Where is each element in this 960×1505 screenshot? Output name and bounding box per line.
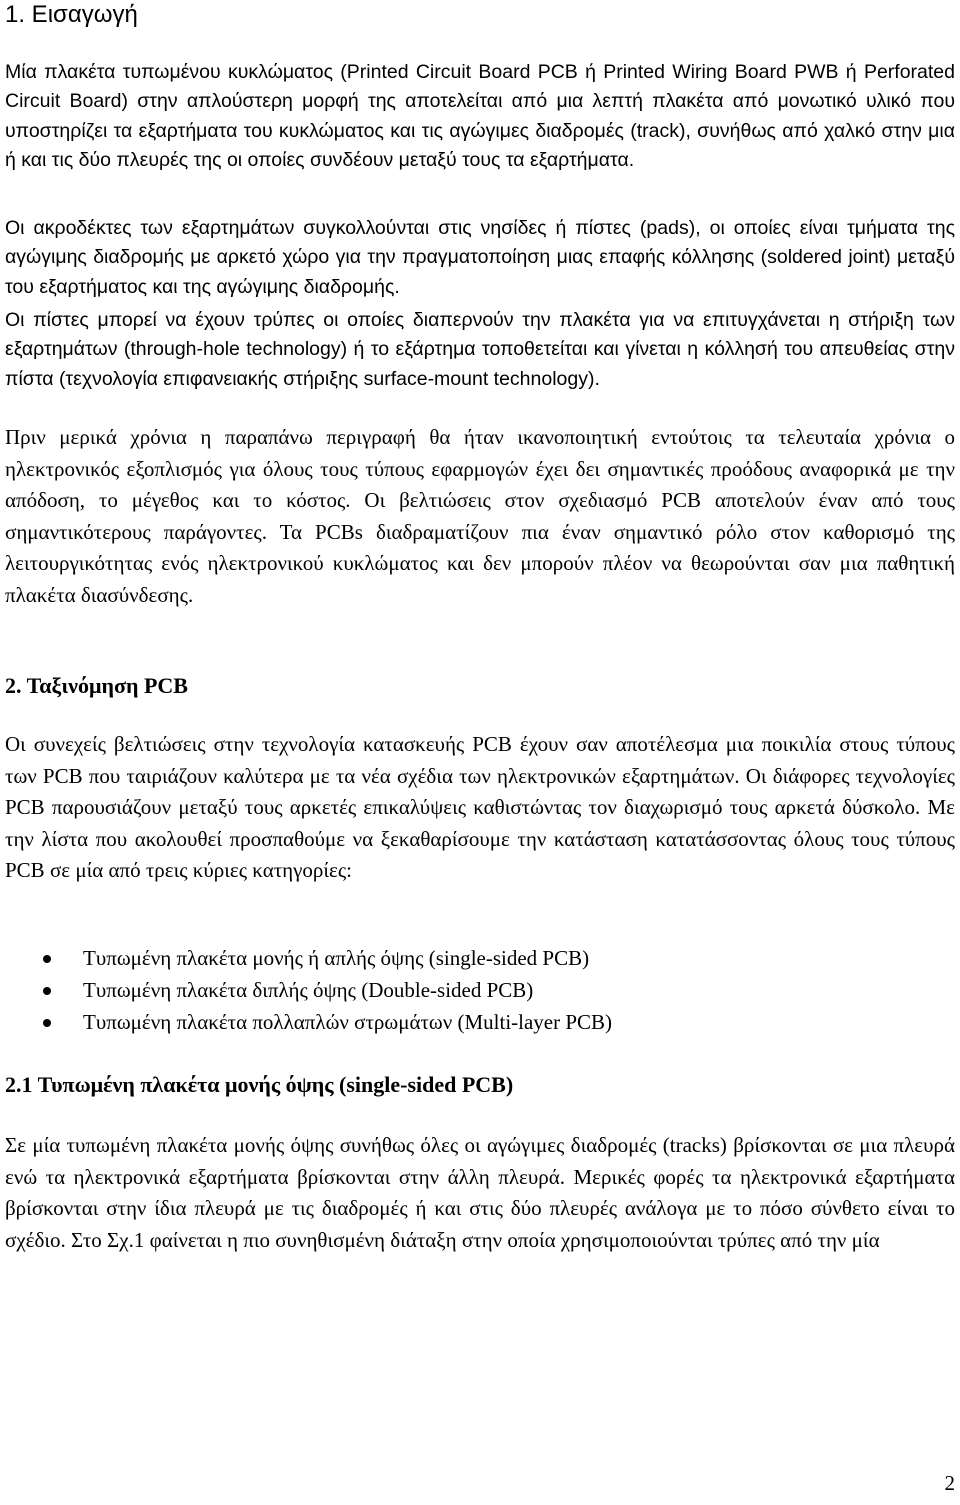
list-item: Τυπωμένη πλακέτα μονής ή απλής όψης (single-sided PCB) — [0, 942, 612, 974]
section-2-1-heading: 2.1 Τυπωμένη πλακέτα μονής όψης (single-sided PCB) — [5, 1072, 514, 1097]
section-2-heading: 2. Ταξινόμηση PCB — [5, 673, 188, 698]
section-1-heading: 1. Εισαγωγή — [5, 1, 138, 28]
section-1-paragraph-4: Πριν μερικά χρόνια η παραπάνω περιγραφή θα ήταν ικανοποιητική εντούτοις τα τελευταία χρόνια ο ηλεκτρονικός εξοπλισμός για όλους τους τύπους εφαρμογών έχει δει σημαντικές προόδους αναφορικά με την απόδοση, το μέγεθος και το κόστος. Οι βελτιώσεις στον σχεδιασμό PCB αποτελούν έναν από τους σημαντικότερους παράγοντες. Τα PCBs διαδραματίζουν πια έναν σημαντικό ρόλο στον καθορισμό της λειτουργικότητας ενός ηλεκτρονικού κυκλώματος και δεν μπορούν πλέον να θεωρούνται σαν μια παθητική πλακέτα διασύνδεσης. — [5, 425, 955, 607]
pcb-types-list — [0, 942, 612, 1038]
section-2-1-paragraph-1: Σε μία τυπωμένη πλακέτα μονής όψης συνήθως όλες οι αγώγιμες διαδρομές (tracks) βρίσκονται σε μια πλευρά ενώ τα ηλεκτρονικά εξαρτήματα βρίσκονται στην άλλη πλευρά. Μερικές φορές τα ηλεκτρονικά εξαρτήματα βρίσκονται στην ίδια πλευρά με τις διαδρομές ή και στις δύο πλευρές ανάλογα με το πόσο σύνθετο είναι το σχέδιο. Στο Σχ.1 φαίνεται η πιο συνηθισμένη διάταξη στην οποία χρησιμοποιούνται τρύπες από την μία — [5, 1133, 955, 1252]
list-item: Τυπωμένη πλακέτα διπλής όψης (Double-sided PCB) — [0, 974, 612, 1006]
section-1-paragraph-2: Οι ακροδέκτες των εξαρτημάτων συγκολλούνται στις νησίδες ή πίστες (pads), οι οποίες είναι τμήματα της αγώγιμης διαδρομής με αρκετό χώρο για την πραγματοποίηση μιας επαφής κόλλησης (soldered joint) μεταξύ του εξαρτήματος και της αγώγιμης διαδρομής. — [5, 217, 955, 298]
section-1-paragraph-1: Μία πλακέτα τυπωμένου κυκλώματος (Printed Circuit Board PCB ή Printed Wiring Board PWB ή Perforated Circuit Board) στην απλούστερη μορφή της αποτελείται από μια λεπτή πλακέτα από μονωτικό υλικό που υποστηρίζει τα εξαρτήματα του κυκλώματος και τις αγώγιμες διαδρομές (track), συνήθως από χαλκό στην μια ή και τις δύο πλευρές της οι οποίες συνδέουν μεταξύ τους τα εξαρτήματα. — [5, 61, 955, 171]
section-1-paragraph-3: Οι πίστες μπορεί να έχουν τρύπες οι οποίες διαπερνούν την πλακέτα για να επιτυγχάνεται η στήριξη των εξαρτημάτων (through-hole technology) ή το εξάρτημα τοποθετείται και γίνεται η κόλλησή του απευθείας στην πίστα (τεχνολογία επιφανειακής στήριξης surface-mount technology). — [5, 309, 955, 390]
page-number: 2 — [944, 1471, 955, 1495]
section-2-paragraph-1: Οι συνεχείς βελτιώσεις στην τεχνολογία κατασκευής PCB έχουν σαν αποτέλεσμα μια ποικιλία στους τύπους των PCB που ταιριάζουν καλύτερα με τα νέα σχέδια των ηλεκτρονικών εξαρτημάτων. Οι διάφορες τεχνολογίες PCB παρουσιάζουν μεταξύ τους αρκετές επικαλύψεις καθιστώντας τον διαχωρισμό τους αρκετά δύσκολο. Με την λίστα που ακολουθεί προσπαθούμε να ξεκαθαρίσουμε την κατάσταση κατατάσσοντας όλους τους τύπους PCB σε μία από τρεις κύριες κατηγορίες: — [5, 732, 955, 882]
list-item: Τυπωμένη πλακέτα πολλαπλών στρωμάτων (Multi-layer PCB) — [0, 1006, 612, 1038]
